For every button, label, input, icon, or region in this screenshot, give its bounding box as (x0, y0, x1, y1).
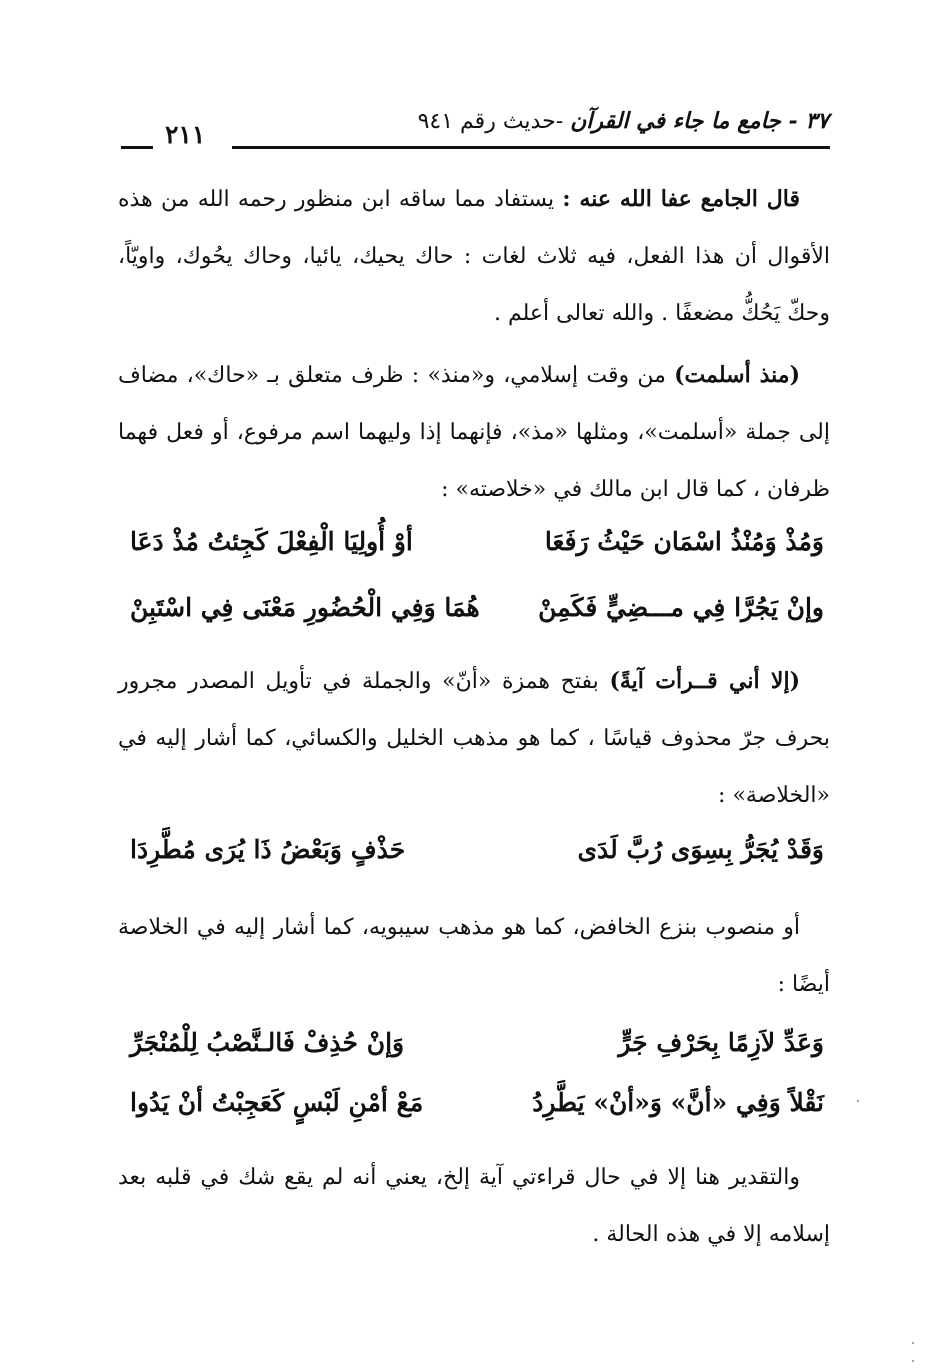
verse-hemistich-second: أوْ أُولِيَا الْفِعْلَ كَجِئتُ مُذْ دَعَا (130, 527, 413, 556)
page-number-rule (121, 146, 153, 149)
paragraph-taqdir (118, 1149, 830, 1263)
header-rule (232, 146, 830, 149)
paragraph-illa-anni (118, 653, 830, 824)
chapter-title: ٣٧ - جامع ما جاء في القرآن (570, 108, 829, 134)
paragraph-mansub (118, 899, 830, 1013)
verse-hemistich-first: نَقْلاً وَفِي «أنَّ» وَ«أنْ» يَطَّرِدُ (532, 1088, 824, 1117)
paragraph-mundhu (118, 347, 830, 518)
scan-speck (912, 1342, 914, 1344)
hadith-number: -حديث رقم ٩٤١ (417, 109, 564, 134)
verse-hemistich-first: وإنْ يَجُرَّا فِي مـــضِيٍّ فَكَمِنْ (538, 593, 824, 622)
verse-line (130, 527, 824, 567)
scan-speck (857, 1100, 859, 1102)
verse-line (130, 593, 824, 633)
paragraph-text: والتقدير هنا إلا في حال قراءتي آية إلخ، يعني أنه لم يقع شك في قلبه بعد إسلامه إلا في هذه الحالة . (118, 1165, 830, 1247)
verse-line (130, 1088, 824, 1128)
paragraph-text: يستفاد مما ساقه ابن منظور رحمه الله من هذه الأقوال أن هذا الفعل، فيه ثلاث لغات : حاك يحيك، يائيا، وحاك يحُوك، واويّاً، وحكّ يَحُكُّ مضعفًا . والله تعالى أعلم . (118, 187, 830, 326)
paragraph-lead: (منذ أسلمت) (674, 362, 800, 388)
verse-hemistich-first: وَقَدْ يُجَرُّ بِسِوَى رُبَّ لَدَى (577, 835, 824, 864)
verse-hemistich-first: وَمُذْ وَمُنْذُ اسْمَان حَيْثُ رَفَعَا (544, 527, 824, 556)
verse-line (130, 835, 824, 875)
paragraph-text: من وقت إسلامي، و«منذ» : ظرف متعلق بـ «حاك»، مضاف إلى جملة «أسلمت»، ومثلها «مذ»، فإنهما إذا وليهما اسم مرفوع، أو فعل فهما ظرفان ، كما قال ابن مالك في «خلاصته» : (118, 363, 830, 502)
paragraph-lead: قال الجامع عفا الله عنه : (562, 186, 801, 212)
paragraph-text: بفتح همزة «أنّ» والجملة في تأويل المصدر مجرور بحرف جرّ محذوف قياسًا ، كما هو مذهب الخليل والكسائي، كما أشار إليه في «الخلاصة» : (118, 669, 830, 808)
paragraph-jami-comment (118, 171, 830, 342)
verse-line (130, 1028, 824, 1068)
page-number: ٢١١ (165, 120, 206, 149)
verse-hemistich-second: مَعْ أمْنِ لَبْسٍ كَعَجِبْتُ أنْ يَدُوا (130, 1088, 424, 1117)
paragraph-text: أو منصوب بنزع الخافض، كما هو مذهب سيبويه، كما أشار إليه في الخلاصة أيضًا : (118, 915, 830, 997)
verse-hemistich-second: وَإنْ حُذِفْ فَالـنَّصْبُ لِلْمُنْجَرِّ (130, 1028, 405, 1057)
verse-hemistich-second: حَذْفٍ وَبَعْضُ ذَا يُرَى مُطَّرِدَا (130, 835, 406, 864)
paragraph-lead: (إلا أني قــرأت آيةً) (609, 668, 800, 694)
scan-speck (912, 1360, 914, 1362)
verse-hemistich-first: وَعَدِّ لاَزِمًا بِحَرْفِ جَرٍّ (618, 1028, 824, 1057)
running-header (418, 108, 829, 134)
verse-hemistich-second: هُمَا وَفِي الْحُضُورِ مَعْنَى فِي اسْتَبِنْ (130, 593, 480, 622)
